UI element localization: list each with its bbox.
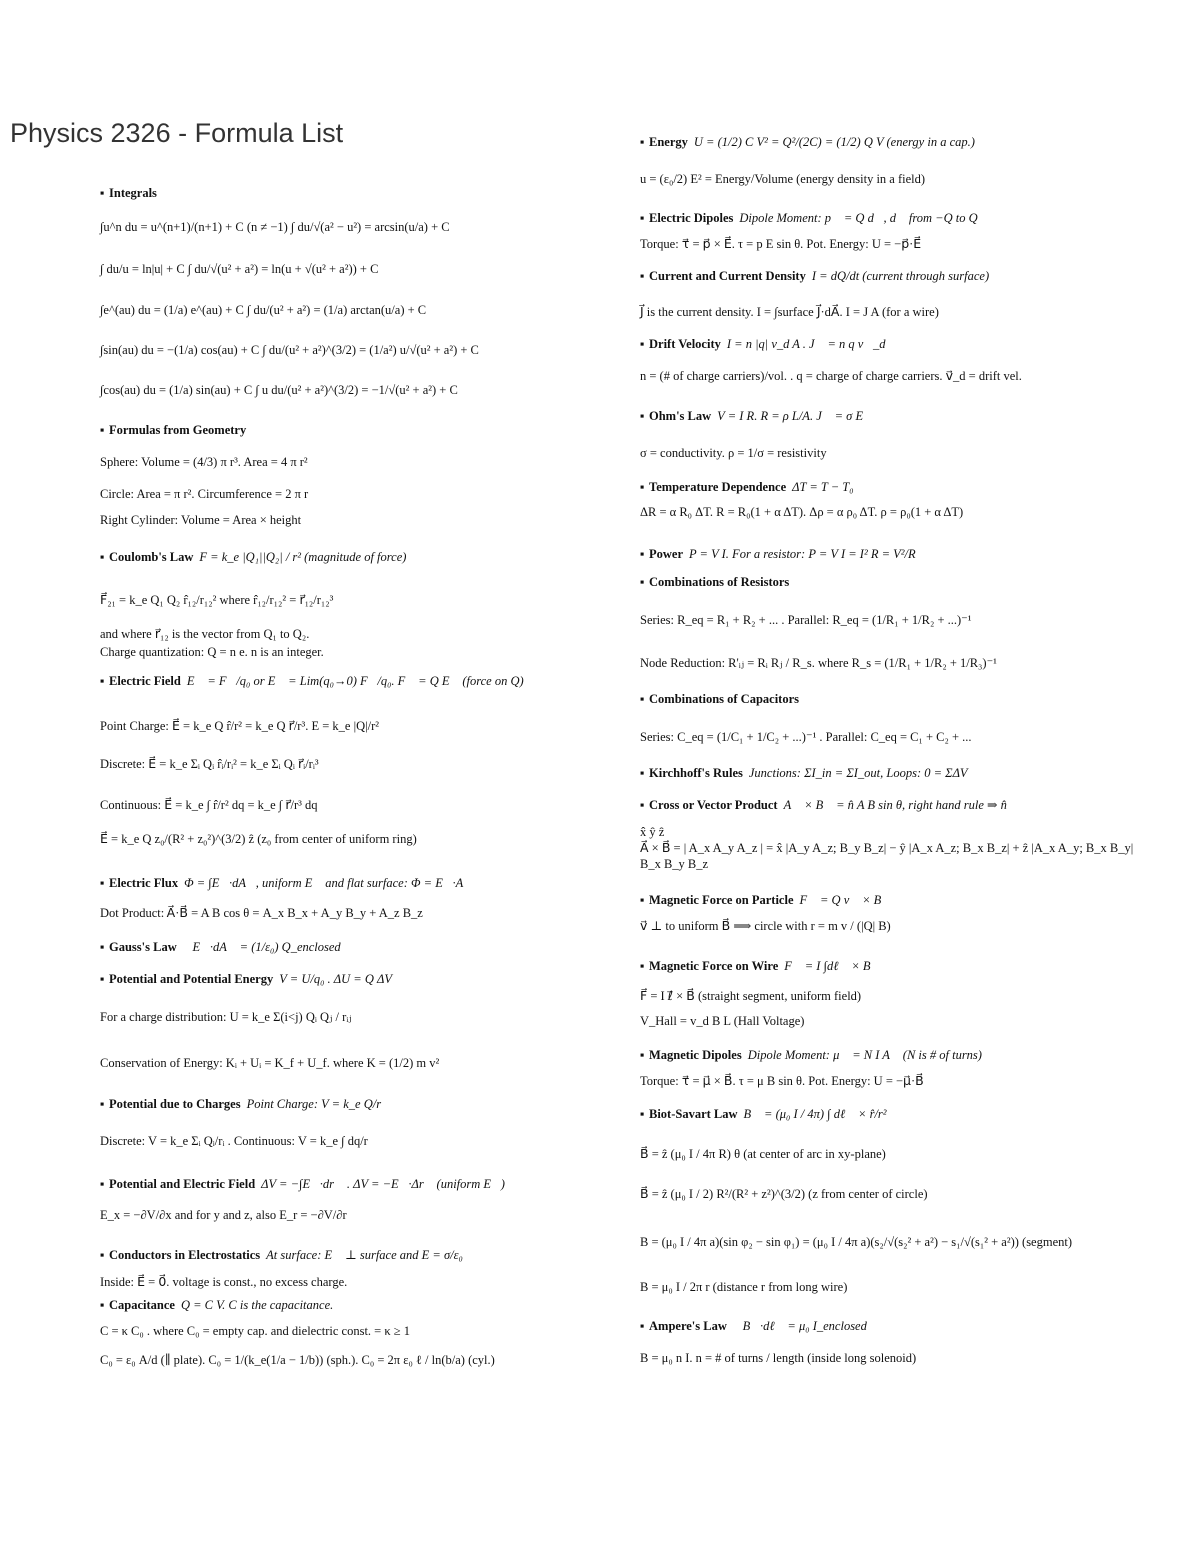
section-formula: ∮B⃗·dℓ⃗ = μ₀ I_enclosed [732,1319,867,1333]
formula-line: Torque: τ⃗ = μ⃗ × B⃗. τ = μ B sin θ. Pot. Energy: U = −μ⃗·B⃗ [640,1074,924,1088]
bullet-icon: ▪ [640,575,645,589]
section-heading [100,423,560,438]
section-heading [640,135,1060,150]
section-heading [640,893,1060,908]
bullet-icon: ▪ [100,1298,105,1312]
formula-line: Right Cylinder: Volume = Area × height [100,513,302,527]
section-label: Combinations of Resistors [649,575,790,589]
section-formula: Φ = ∫E⃗·dA⃗, uniform E⃗ and flat surface: Φ = E⃗·A⃗ [184,876,474,890]
formula-line: Node Reduction: R'ᵢⱼ = Rᵢ Rⱼ / R_s. where R_s = (1/R₁ + 1/R₂ + 1/R₃)⁻¹ [640,656,997,670]
section-heading [100,972,560,987]
section-heading [640,480,1060,495]
formula-line: ∫sin(au) du = −(1/a) cos(au) + C ∫ du/(u² + a²)^(3/2) = (1/a²) u/√(u² + a²) + C [100,343,479,357]
bullet-icon: ▪ [100,1097,105,1111]
section-heading [100,1177,560,1192]
formula-line: B⃗ = ẑ (μ₀ I / 2) R²/(R² + z²)^(3/2) (z from center of circle) [640,1187,928,1201]
section-label: Potential due to Charges [109,1097,241,1111]
formula-line: n = (# of charge carriers)/vol. . q = charge of charge carriers. v⃗_d = drift vel. [640,369,1022,383]
formula-line: ∫cos(au) du = (1/a) sin(au) + C ∫ u du/(u² + a²)^(3/2) = −1/√(u² + a²) + C [100,383,458,397]
section-label: Potential and Electric Field [109,1177,256,1191]
formula-line: Series: C_eq = (1/C₁ + 1/C₂ + ...)⁻¹ . Parallel: C_eq = C₁ + C₂ + ... [640,730,972,744]
section-label: Coulomb's Law [109,550,194,564]
section-formula: Point Charge: V = k_e Q/r [246,1097,382,1111]
section-formula: V = I R. R = ρ L/A. J⃗ = σ E⃗ [717,409,873,423]
section-label: Potential and Potential Energy [109,972,274,986]
bullet-icon: ▪ [640,1048,645,1062]
bullet-icon: ▪ [100,1177,105,1191]
formula-line: C = κ C₀ . where C₀ = empty cap. and dielectric const. = κ ≥ 1 [100,1324,411,1338]
section-label: Electric Field [109,674,181,688]
formula-line: v⃗ ⊥ to uniform B⃗ ⟹ circle with r = m v / (|Q| B) [640,919,891,933]
section-label: Power [649,547,684,561]
section-formula: Q = C V. C is the capacitance. [180,1298,334,1312]
section-formula: U = (1/2) C V² = Q²/(2C) = (1/2) Q V (energy in a cap.) [693,135,975,149]
section-label: Ohm's Law [649,409,712,423]
bullet-icon: ▪ [100,972,105,986]
formula-line: Discrete: E⃗ = k_e Σᵢ Qᵢ r̂ᵢ/rᵢ² = k_e Σᵢ Qᵢ r⃗ᵢ/rᵢ³ [100,757,319,771]
bullet-icon: ▪ [640,692,645,706]
formula-line: u = (ε₀/2) E² = Energy/Volume (energy density in a field) [640,172,926,186]
formula-line: Discrete: V = k_e Σᵢ Qᵢ/rᵢ . Continuous: V = k_e ∫ dq/r [100,1134,368,1148]
section-heading [640,409,1060,424]
section-formula: F⃗ = Q v⃗ × B⃗ [799,893,892,907]
section-formula: P = V I. For a resistor: P = V I = I² R = V²/R [689,547,916,561]
section-label: Conductors in Electrostatics [109,1248,261,1262]
formula-line: B = (μ₀ I / 4π a)(sin φ₂ − sin φ₁) = (μ₀ I / 4π a)(s₂/√(s₂² + a²) − s₁/√(s₁² + a²)) (segment) [640,1235,1073,1249]
bullet-icon: ▪ [640,337,645,351]
formula-line: V_Hall = v_d B L (Hall Voltage) [640,1014,805,1028]
section-label: Magnetic Force on Particle [649,893,794,907]
formula-line: ΔR = α R₀ ΔT. R = R₀(1 + α ΔT). Δρ = α ρ₀ ΔT. ρ = ρ₀(1 + α ΔT) [640,505,964,519]
section-heading [100,1247,560,1263]
section-formula: E⃗ = F⃗/q₀ or E⃗ = Lim(q₀→0) F⃗/q₀. F⃗ = Q E⃗ (force on Q) [186,674,524,688]
section-label: Magnetic Force on Wire [649,959,779,973]
section-heading [640,337,1060,352]
bullet-icon: ▪ [640,135,645,149]
section-heading [100,1097,560,1112]
section-heading [100,1298,560,1313]
section-formula: A⃗ × B⃗ = n̂ A B sin θ, right hand rule ⇒ n̂ [783,798,1007,812]
formula-line: Torque: τ⃗ = p⃗ × E⃗. τ = p E sin θ. Pot. Energy: U = −p⃗·E⃗ [640,237,922,251]
bullet-icon: ▪ [100,1248,105,1262]
section-label: Magnetic Dipoles [649,1048,742,1062]
bullet-icon: ▪ [640,893,645,907]
section-label: Cross or Vector Product [649,798,778,812]
section-formula: ΔT = T − T₀ [792,480,854,494]
formula-line: C₀ = ε₀ A/d (∥ plate). C₀ = 1/(k_e(1/a − 1/b)) (sph.). C₀ = 2π ε₀ ℓ / ln(b/a) (cyl.) [100,1353,495,1367]
bullet-icon: ▪ [640,409,645,423]
section-formula: Dipole Moment: p⃗ = Q d⃗, d⃗ from −Q to Q [739,211,978,225]
section-heading [100,186,560,201]
section-label: Kirchhoff's Rules [649,766,743,780]
section-formula: ∮E⃗·dA⃗ = (1/ε₀) Q_enclosed [182,940,341,954]
bullet-icon: ▪ [640,547,645,561]
section-label: Capacitance [109,1298,175,1312]
formula-line: B_x B_y B_z [640,857,709,871]
section-heading [640,575,1060,590]
formula-line: B = μ₀ n I. n = # of turns / length (inside long solenoid) [640,1351,917,1365]
section-heading [100,876,560,891]
bullet-icon: ▪ [100,550,105,564]
section-label: Temperature Dependence [649,480,787,494]
formula-line: and where r⃗₁₂ is the vector from Q₁ to Q₂. [100,627,310,641]
formula-line: F⃗ = I ℓ⃗ × B⃗ (straight segment, uniform field) [640,989,862,1003]
section-label: Ampere's Law [649,1319,727,1333]
section-heading [640,1048,1060,1063]
section-formula: ΔV = −∫E⃗·dr⃗ . ΔV = −E⃗·Δr⃗ (uniform E⃗) [261,1177,505,1191]
formula-line: Continuous: E⃗ = k_e ∫ r̂/r² dq = k_e ∫ r⃗/r³ dq [100,798,318,812]
bullet-icon: ▪ [640,480,645,494]
section-label: Energy [649,135,688,149]
bullet-icon: ▪ [100,876,105,890]
section-formula: At surface: E⃗ ⊥ surface and E = σ/ε₀ [266,1248,463,1262]
section-label: Drift Velocity [649,337,721,351]
section-heading [640,797,1060,813]
bullet-icon: ▪ [100,940,105,954]
section-formula: V = U/q₀ . ΔU = Q ΔV [279,972,392,986]
section-formula: I = n |q| v_d A . J⃗ = n q v⃗_d [726,337,886,351]
bullet-icon: ▪ [100,423,105,437]
formula-line: J⃗ is the current density. I = ∫surface J⃗·dA⃗. I = J A (for a wire) [640,305,939,319]
formula-line: Inside: E⃗ = 0⃗. voltage is const., no excess charge. [100,1275,348,1289]
formula-line: Point Charge: E⃗ = k_e Q r̂/r² = k_e Q r⃗/r³. E = k_e |Q|/r² [100,719,379,733]
section-formula: Dipole Moment: μ⃗ = N I A⃗ (N is # of turns) [747,1048,982,1062]
section-heading [100,674,560,689]
bullet-icon: ▪ [640,766,645,780]
bullet-icon: ▪ [640,1107,645,1121]
section-heading [640,269,1060,284]
formula-line: Sphere: Volume = (4/3) π r³. Area = 4 π r² [100,455,308,469]
formula-line: ∫e^(au) du = (1/a) e^(au) + C ∫ du/(u² + a²) = (1/a) arctan(u/a) + C [100,303,427,317]
bullet-icon: ▪ [640,269,645,283]
section-label: Gauss's Law [109,940,177,954]
bullet-icon: ▪ [640,959,645,973]
section-heading [640,547,1060,562]
formula-line: F⃗₂₁ = k_e Q₁ Q₂ r̂₁₂/r₁₂² where r̂₁₂/r₁₂² = r⃗₁₂/r₁₂³ [100,593,334,607]
section-label: Electric Flux [109,876,179,890]
formula-line: ∫ du/u = ln|u| + C ∫ du/√(u² + a²) = ln(u + √(u² + a²)) + C [100,262,379,276]
formula-line: E_x = −∂V/∂x and for y and z, also E_r = −∂V/∂r [100,1208,347,1222]
formula-line: Dot Product: A⃗·B⃗ = A B cos θ = A_x B_x + A_y B_y + A_z B_z [100,906,423,920]
bullet-icon: ▪ [640,798,645,812]
section-formula: B⃗ = (μ₀ I / 4π) ∫ dℓ⃗ × r̂/r² [743,1107,887,1121]
section-heading [100,550,560,565]
section-formula: Junctions: ΣI_in = ΣI_out, Loops: 0 = ΣΔV [748,766,968,780]
section-label: Formulas from Geometry [109,423,247,437]
formula-line: A⃗ × B⃗ = | A_x A_y A_z | = x̂ |A_y A_z; B_y B_z| − ŷ |A_x A_z; B_x B_z| + ẑ |A_x A_y; B_x B_y| [640,841,1134,855]
formula-line: x̂ ŷ ẑ [640,825,665,839]
bullet-icon: ▪ [640,1319,645,1333]
section-heading [640,211,1060,226]
formula-line: B = μ₀ I / 2π r (distance r from long wire) [640,1280,848,1294]
section-formula: I = dQ/dt (current through surface) [811,269,990,283]
section-heading [640,959,1060,974]
section-heading [640,766,1060,781]
formula-line: Circle: Area = π r². Circumference = 2 π r [100,487,309,501]
section-heading [640,1319,1060,1334]
bullet-icon: ▪ [640,211,645,225]
formula-line: Conservation of Energy: Kᵢ + Uᵢ = K_f + U_f. where K = (1/2) m v² [100,1056,440,1070]
bullet-icon: ▪ [100,674,105,688]
section-label: Current and Current Density [649,269,806,283]
formula-line: B⃗ = ẑ (μ₀ I / 4π R) θ (at center of arc in xy-plane) [640,1147,886,1161]
section-label: Combinations of Capacitors [649,692,800,706]
section-label: Biot-Savart Law [649,1107,738,1121]
formula-line: Charge quantization: Q = n e. n is an integer. [100,645,324,659]
section-heading [640,692,1060,707]
section-heading [100,940,560,955]
formula-line: For a charge distribution: U = k_e Σ(i<j) Qᵢ Qⱼ / rᵢⱼ [100,1010,352,1024]
formula-line: E⃗ = k_e Q z₀/(R² + z₀²)^(3/2) ẑ (z₀ from center of uniform ring) [100,832,417,846]
section-heading [640,1107,1060,1122]
bullet-icon: ▪ [100,186,105,200]
section-formula: F = k_e |Q₁||Q₂| / r² (magnitude of force) [199,550,407,564]
formula-line: Series: R_eq = R₁ + R₂ + ... . Parallel: R_eq = (1/R₁ + 1/R₂ + ...)⁻¹ [640,613,972,627]
section-formula: F⃗ = I ∫dℓ⃗ × B⃗ [784,959,881,973]
section-label: Electric Dipoles [649,211,734,225]
formula-line: σ = conductivity. ρ = 1/σ = resistivity [640,446,827,460]
section-label: Integrals [109,186,157,200]
page-title: Physics 2326 - Formula List [10,118,344,148]
formula-line: ∫u^n du = u^(n+1)/(n+1) + C (n ≠ −1) ∫ du/√(a² − u²) = arcsin(u/a) + C [100,220,450,234]
